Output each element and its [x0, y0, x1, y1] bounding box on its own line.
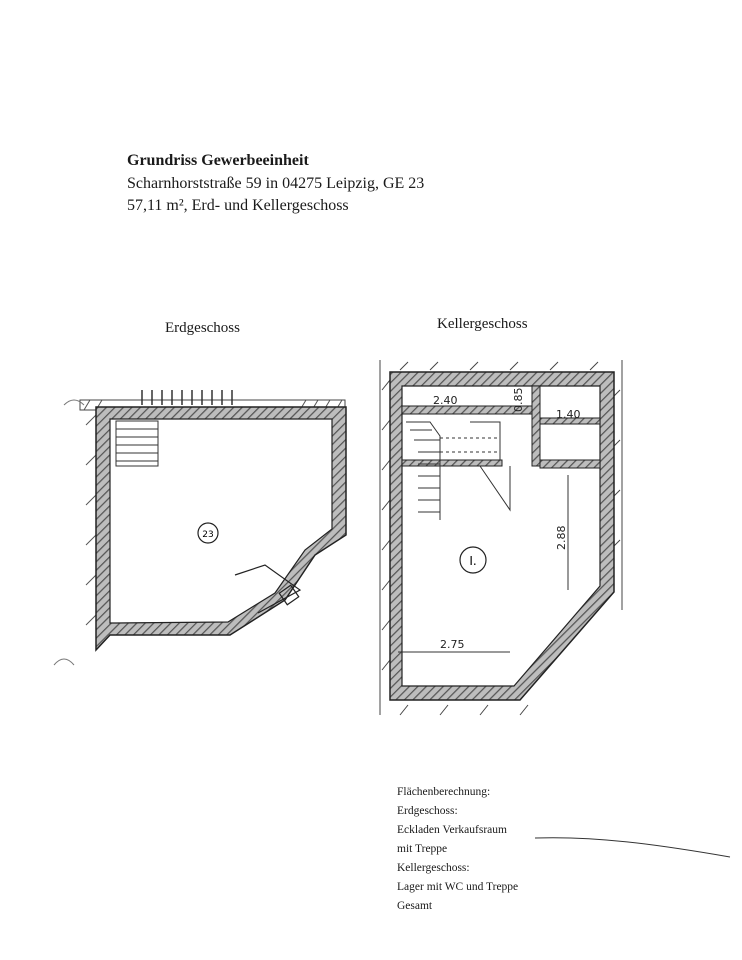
- dimension-label: 2.75: [440, 638, 465, 651]
- basement-floor-label: Kellergeschoss: [437, 316, 528, 332]
- room-interior: [110, 419, 332, 623]
- calc-heading: Flächenberechnung:: [397, 786, 491, 798]
- dimension-label: 2.88: [555, 525, 568, 550]
- area-calculation: [397, 783, 518, 916]
- calc-basement: Kellergeschoss:: [397, 862, 470, 874]
- room-number: I.: [469, 554, 477, 568]
- calc-ground: Erdgeschoss:: [397, 805, 458, 817]
- arc-mark: [54, 659, 74, 665]
- calc-ground-room: Eckladen Verkaufsraum: [397, 824, 507, 836]
- ground-floor-plan: [60, 385, 360, 675]
- dimension-label: 2.40: [433, 394, 458, 407]
- room-number: 23: [202, 530, 214, 540]
- property-address: Scharnhorststraße 59 in 04275 Leipzig, GE 23: [127, 175, 425, 192]
- property-size: 57,11 m², Erd- und Kellergeschoss: [127, 197, 349, 214]
- arc-mark: [64, 400, 84, 405]
- calc-ground-room-2: mit Treppe: [397, 843, 448, 855]
- calc-basement-room: Lager mit WC und Treppe: [397, 881, 519, 893]
- ground-floor-label: Erdgeschoss: [165, 320, 240, 336]
- document-title: Grundriss Gewerbeeinheit: [127, 152, 309, 169]
- window-marks: [142, 390, 232, 405]
- basement-floor-plan: [370, 360, 640, 725]
- dimension-label: 1.40: [556, 408, 581, 421]
- pen-stroke: [535, 830, 735, 870]
- dimension-label: 0.85: [512, 387, 525, 412]
- calc-total: Gesamt: [397, 900, 433, 912]
